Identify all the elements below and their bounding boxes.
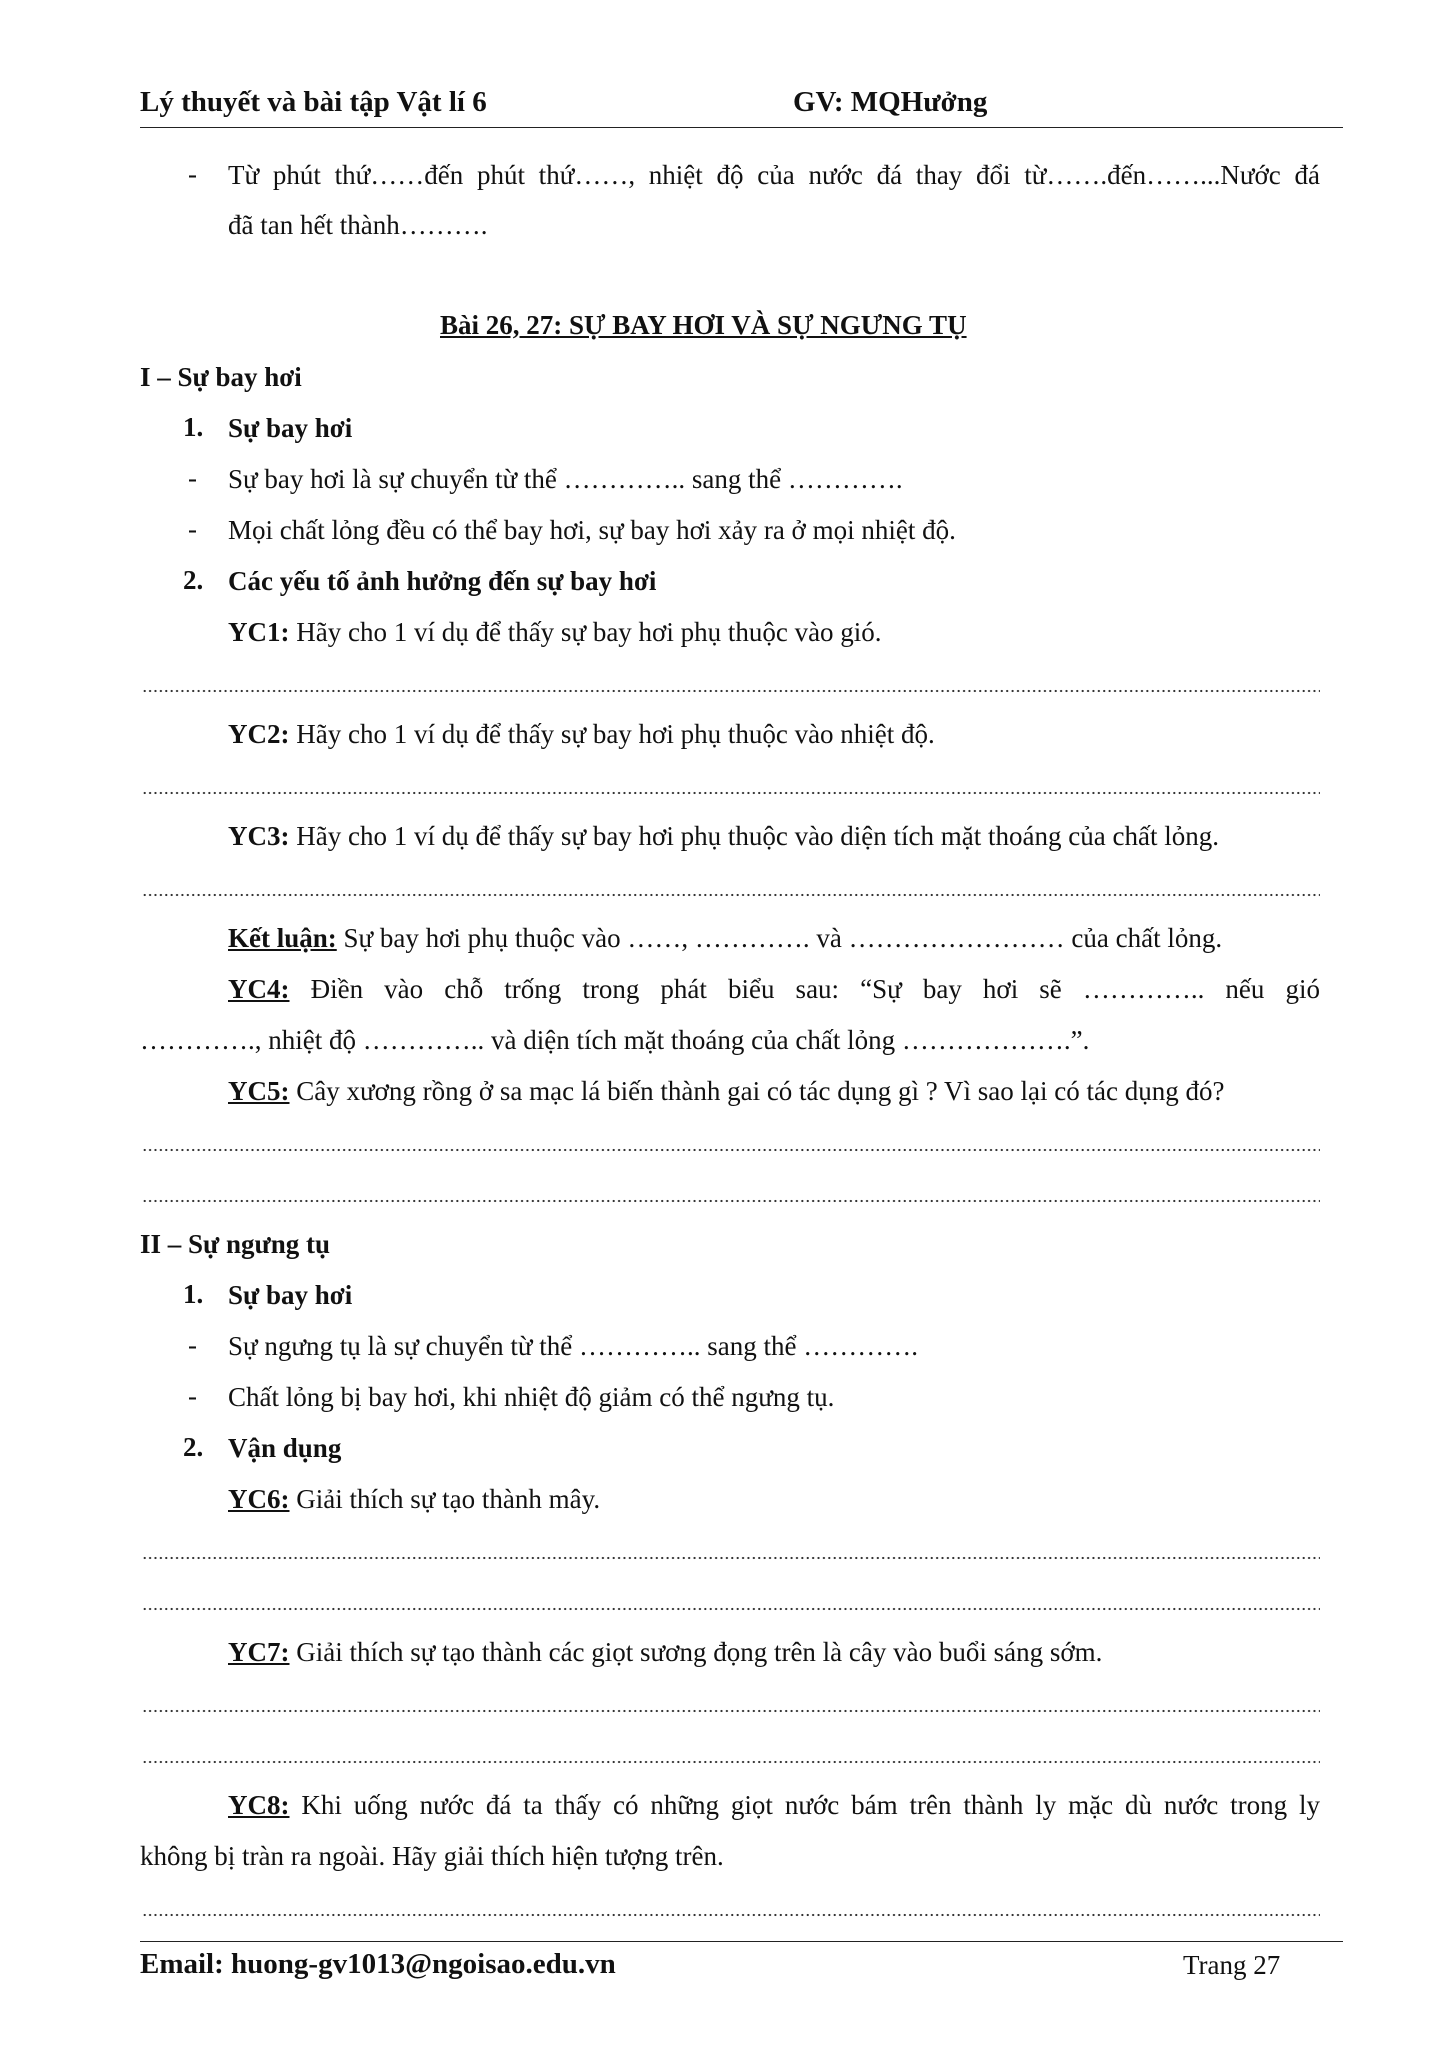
question-label: YC8: [228,1790,290,1820]
question-label: YC4: [228,974,290,1004]
subsection-title: Sự bay hơi [228,413,353,443]
question-text: Cây xương rồng ở sa mạc lá biến thành gai có tác dụng gì ? Vì sao lại có tác dụng đó? [289,1076,1225,1106]
answer-dotted-line [142,1555,1320,1561]
bullet-dash: - [188,514,197,544]
question-yc3 [228,820,1219,852]
question-text: Hãy cho 1 ví dụ để thấy sự bay hơi phụ thuộc vào diện tích mặt thoáng của chất lỏng. [289,821,1219,851]
subsection-title: Các yếu tố ảnh hưởng đến sự bay hơi [228,566,657,596]
section-2-heading: II – Sự ngưng tụ [140,1229,330,1259]
footer-email: Email: huong-gv1013@ngoisao.edu.vn [140,1948,616,1980]
question-label: YC3: [228,821,290,851]
question-text: Khi uống nước đá ta thấy có những giọt nước bám trên thành ly mặc dù nước trong ly [289,1790,1320,1820]
question-text: Hãy cho 1 ví dụ để thấy sự bay hơi phụ thuộc vào gió. [289,617,882,647]
question-yc7 [228,1636,1102,1668]
conclusion [228,922,1222,954]
bullet-dash: - [188,1381,197,1411]
question-label: YC7: [228,1637,290,1667]
question-yc6 [228,1483,600,1515]
question-text: Giải thích sự tạo thành các giọt sương đọng trên là cây vào buổi sáng sớm. [289,1637,1103,1667]
answer-dotted-line [142,790,1320,796]
lesson-title: Bài 26, 27: SỰ BAY HƠI VÀ SỰ NGƯNG TỤ [440,310,967,340]
bullet-text: Sự bay hơi là sự chuyển từ thể ………….. sang thể …………. [228,464,903,494]
intro-line-1: Từ phút thứ……đến phút thứ……, nhiệt độ của nước đá thay đổi từ…….đến……...Nước đá [228,160,1320,190]
question-yc5 [228,1075,1224,1107]
page-number: Trang 27 [1183,1950,1281,1980]
question-text: Giải thích sự tạo thành mây. [289,1484,601,1514]
question-yc4 [228,973,1320,1005]
subsection-title: Sự bay hơi [228,1280,353,1310]
bullet-text: Sự ngưng tụ là sự chuyển từ thể ………….. sang thể …………. [228,1331,918,1361]
answer-dotted-line [142,1606,1320,1612]
question-yc4-continued: …………., nhiệt độ ………….. và diện tích mặt thoáng của chất lỏng ……………….”. [140,1025,1090,1055]
bullet-dash: - [188,463,197,493]
question-yc1 [228,616,882,648]
header-teacher: GV: MQHưởng [793,86,988,118]
subsection-number: 1. [183,1279,204,1309]
header-title: Lý thuyết và bài tập Vật lí 6 [140,86,487,118]
answer-dotted-line [142,1147,1320,1153]
intro-line-2: đã tan hết thành………. [228,210,488,240]
subsection-title: Vận dụng [228,1433,342,1463]
answer-dotted-line [142,1912,1320,1918]
answer-dotted-line [142,1759,1320,1765]
question-yc2 [228,718,935,750]
question-yc8 [228,1789,1320,1821]
bullet-text: Mọi chất lỏng đều có thể bay hơi, sự bay hơi xảy ra ở mọi nhiệt độ. [228,515,956,545]
footer-rule [140,1941,1343,1942]
bullet-dash: - [188,1330,197,1360]
question-text: Hãy cho 1 ví dụ để thấy sự bay hơi phụ thuộc vào nhiệt độ. [289,719,935,749]
answer-dotted-line [142,892,1320,898]
section-1-heading: I – Sự bay hơi [140,362,302,392]
question-label: YC1: [228,617,290,647]
question-label: YC5: [228,1076,290,1106]
header-rule [140,127,1343,128]
question-label: YC2: [228,719,290,749]
answer-dotted-line [142,688,1320,694]
conclusion-text: Sự bay hơi phụ thuộc vào ……, …………. và …………………… của chất lỏng. [336,923,1223,953]
answer-dotted-line [142,1198,1320,1204]
question-label: YC6: [228,1484,290,1514]
question-yc8-continued: không bị tràn ra ngoài. Hãy giải thích hiện tượng trên. [140,1841,724,1871]
answer-dotted-line [142,1708,1320,1714]
bullet-text: Chất lỏng bị bay hơi, khi nhiệt độ giảm có thể ngưng tụ. [228,1382,835,1412]
bullet-dash: - [188,159,197,189]
subsection-number: 2. [183,1432,204,1462]
question-text: Điền vào chỗ trống trong phát biểu sau: “Sự bay hơi sẽ ………….. nếu gió [289,974,1320,1004]
subsection-number: 1. [183,412,204,442]
subsection-number: 2. [183,565,204,595]
conclusion-label: Kết luận: [228,923,337,953]
